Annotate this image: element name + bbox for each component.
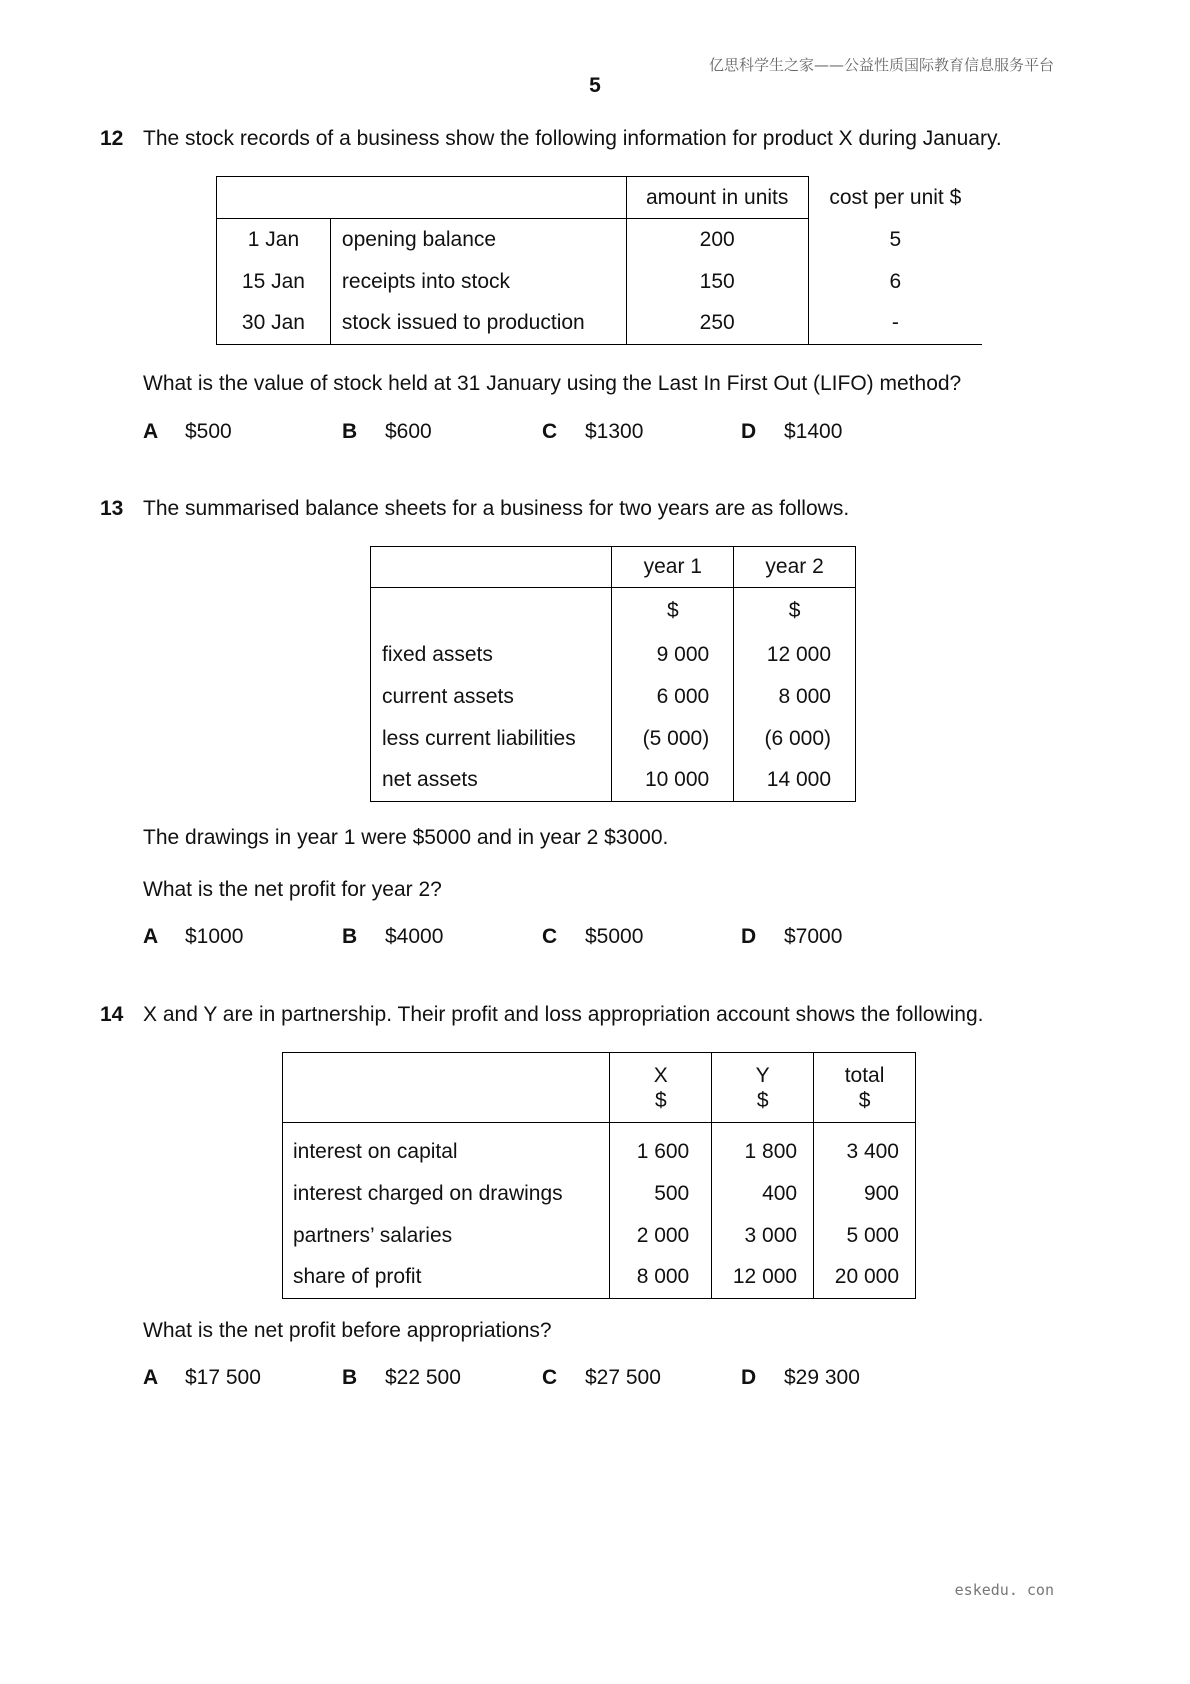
question-14-number: 14	[100, 1003, 124, 1026]
option-d-value: $1400	[784, 420, 843, 443]
table-row	[371, 676, 856, 718]
table-row	[217, 303, 983, 345]
stock-amount: 200	[626, 219, 808, 261]
option-b-letter: B	[342, 925, 358, 948]
bs-label: less current liabilities	[371, 718, 612, 760]
question-14-text: X and Y are in partnership. Their profit and loss appropriation account shows the following.	[143, 1003, 984, 1026]
pl-total-value: 5 000	[846, 1223, 899, 1247]
option-a-letter: A	[143, 420, 159, 443]
bs-year2-value: 14 000	[766, 768, 831, 792]
question-13-note: The drawings in year 1 were $5000 and in year 2 $3000.	[143, 826, 669, 849]
bs-year2-value: 8 000	[778, 684, 831, 708]
question-14-prompt: What is the net profit before appropriations?	[143, 1319, 552, 1342]
pl-header-total-label: total	[844, 1063, 885, 1087]
bs-label: current assets	[371, 676, 612, 718]
stock-description: stock issued to production	[330, 303, 626, 345]
question-13-text: The summarised balance sheets for a business for two years are as follows.	[143, 497, 850, 520]
option-a-value: $17 500	[185, 1366, 261, 1389]
bs-header-year1: year 1	[612, 547, 734, 588]
option-a-value: $500	[185, 420, 232, 443]
stock-header-cost: cost per unit $	[829, 185, 962, 209]
pl-header-x-unit: $	[654, 1088, 667, 1112]
pl-header-total-unit: $	[858, 1088, 871, 1112]
pl-header-y-label: Y	[755, 1063, 770, 1087]
stock-amount: 150	[626, 261, 808, 303]
stock-amount: 250	[626, 303, 808, 345]
table-row	[283, 1215, 916, 1257]
question-13-prompt: What is the net profit for year 2?	[143, 878, 442, 901]
option-d-value: $29 300	[784, 1366, 860, 1389]
pl-total-value: 20 000	[834, 1265, 899, 1289]
bs-year2-value: (6 000)	[764, 726, 831, 750]
option-d-letter: D	[741, 420, 757, 443]
bs-label: fixed assets	[371, 634, 612, 676]
appropriation-table	[282, 1052, 916, 1299]
table-row	[283, 1123, 916, 1173]
question-14-options	[0, 1366, 1190, 1392]
bs-header-year2: year 2	[734, 547, 856, 588]
pl-y-value: 12 000	[712, 1257, 814, 1299]
option-a-letter: A	[143, 1366, 159, 1389]
pl-y-value: 1 800	[712, 1123, 814, 1173]
option-b-value: $4000	[385, 925, 444, 948]
pl-header-x	[610, 1053, 712, 1123]
stock-date: 15 Jan	[217, 261, 331, 303]
question-12-number: 12	[100, 127, 124, 150]
question-13-number: 13	[100, 497, 124, 520]
option-c-letter: C	[542, 925, 558, 948]
pl-y-value: 400	[712, 1173, 814, 1215]
bs-unit-year2: $	[788, 598, 801, 622]
option-b-letter: B	[342, 420, 358, 443]
page-number: 5	[589, 74, 601, 97]
stock-header-amount: amount in units	[626, 177, 808, 219]
table-row	[217, 261, 983, 303]
option-c-value: $27 500	[585, 1366, 661, 1389]
pl-label: interest on capital	[283, 1123, 610, 1173]
option-b-value: $22 500	[385, 1366, 461, 1389]
table-row	[371, 634, 856, 676]
option-d-letter: D	[741, 1366, 757, 1389]
table-row	[283, 1257, 916, 1299]
footer-site: eskedu. con	[954, 1581, 1054, 1599]
question-12-options	[0, 420, 1190, 446]
option-a-value: $1000	[185, 925, 244, 948]
pl-label: share of profit	[283, 1257, 610, 1299]
option-b-value: $600	[385, 420, 432, 443]
pl-x-value: 500	[610, 1173, 712, 1215]
pl-header-y-unit: $	[756, 1088, 769, 1112]
option-d-letter: D	[741, 925, 757, 948]
option-c-value: $5000	[585, 925, 644, 948]
pl-x-value: 8 000	[610, 1257, 712, 1299]
stock-header-blank	[217, 177, 627, 219]
bs-year1-value: 9 000	[612, 634, 734, 676]
option-b-letter: B	[342, 1366, 358, 1389]
question-12-text: The stock records of a business show the following information for product X during January.	[143, 127, 1002, 150]
option-a-letter: A	[143, 925, 159, 948]
pl-label: interest charged on drawings	[283, 1173, 610, 1215]
pl-label: partners’ salaries	[283, 1215, 610, 1257]
pl-header-blank	[283, 1053, 610, 1123]
balance-sheet-table	[370, 546, 856, 802]
header-watermark: 亿思科学生之家——公益性质国际教育信息服务平台	[708, 56, 1054, 74]
pl-x-value: 1 600	[610, 1123, 712, 1173]
table-row	[283, 1173, 916, 1215]
bs-unit-year1: $	[612, 588, 734, 634]
bs-label: net assets	[371, 760, 612, 802]
pl-x-value: 2 000	[610, 1215, 712, 1257]
table-row	[371, 760, 856, 802]
stock-description: opening balance	[330, 219, 626, 261]
pl-y-value: 3 000	[712, 1215, 814, 1257]
table-row	[217, 219, 983, 261]
bs-header-blank	[371, 547, 612, 588]
option-c-value: $1300	[585, 420, 644, 443]
pl-header-total	[814, 1053, 916, 1123]
stock-date: 30 Jan	[217, 303, 331, 345]
bs-year2-value: 12 000	[766, 642, 831, 666]
bs-year1-value: 10 000	[612, 760, 734, 802]
stock-cost: -	[808, 303, 982, 345]
pl-total-value: 3 400	[846, 1139, 899, 1163]
stock-cost: 6	[889, 269, 902, 293]
stock-description: receipts into stock	[330, 261, 626, 303]
table-row	[371, 718, 856, 760]
pl-header-x-label: X	[653, 1063, 668, 1087]
pl-header-y	[712, 1053, 814, 1123]
pl-total-value: 900	[863, 1181, 899, 1205]
stock-cost: 5	[889, 227, 902, 251]
bs-year1-value: 6 000	[612, 676, 734, 718]
stock-date: 1 Jan	[217, 219, 331, 261]
bs-year1-value: (5 000)	[612, 718, 734, 760]
option-c-letter: C	[542, 420, 558, 443]
option-c-letter: C	[542, 1366, 558, 1389]
stock-records-table	[216, 176, 982, 345]
question-12-prompt: What is the value of stock held at 31 January using the Last In First Out (LIFO) method?	[143, 372, 962, 395]
option-d-value: $7000	[784, 925, 843, 948]
question-13-options	[0, 925, 1190, 951]
